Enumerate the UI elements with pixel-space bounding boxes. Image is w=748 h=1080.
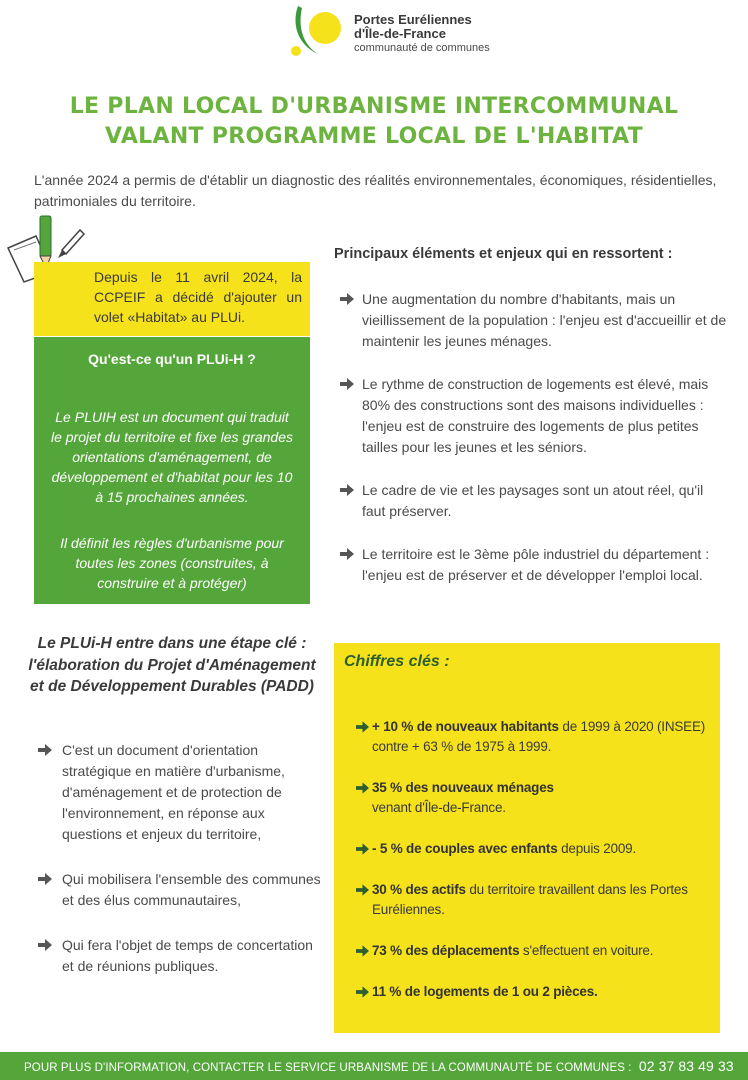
key-figure-highlight: + 10 % de nouveaux habitants <box>372 719 559 734</box>
logo-mark-icon <box>288 4 352 62</box>
list-item <box>340 374 730 458</box>
key-figure-item <box>356 778 708 818</box>
footer-text: POUR PLUS D'INFORMATION, CONTACTER LE SERVICE URBANISME DE LA COMMUNAUTÉ DE COMMUNES : <box>24 1062 632 1074</box>
list-item <box>340 480 730 522</box>
arrow-right-icon <box>340 484 354 496</box>
list-item <box>340 544 730 586</box>
org-region: d'Île-de-France <box>354 26 446 41</box>
title-line-2: VALANT PROGRAMME LOCAL DE L'HABITAT <box>105 124 643 149</box>
arrow-right-icon <box>38 744 52 756</box>
arrow-right-icon <box>356 721 369 733</box>
key-figure-detail: depuis 2009. <box>557 841 636 856</box>
list-item <box>38 935 323 977</box>
key-figure-highlight: 30 % des actifs <box>372 882 466 897</box>
padd-heading: Le PLUi-H entre dans une étape clé : l'élaboration du Projet d'Aménagement et de Développement Durables (PADD) <box>28 635 316 695</box>
arrow-right-icon <box>356 843 369 855</box>
list-item <box>38 869 323 911</box>
org-name: Portes Euréliennes <box>354 12 472 27</box>
arrow-right-icon <box>38 939 52 951</box>
key-figure-item <box>356 880 708 920</box>
key-figure-item <box>356 982 708 1002</box>
key-figure-highlight: 73 % des déplacements <box>372 943 520 958</box>
findings-heading: Principaux éléments et enjeux qui en ressortent : <box>334 246 673 262</box>
org-type: communauté de communes <box>354 42 490 54</box>
organization-logo <box>288 4 518 62</box>
arrow-right-icon <box>340 548 354 560</box>
announcement-box: Depuis le 11 avril 2024, la CCPEIF a décidé d'ajouter un volet «Habitat» au PLUi. <box>34 262 310 336</box>
list-item-text: Une augmentation du nombre d'habitants, mais un vieillissement de la population : l'enjeu est d'accueillir et de maintenir les jeunes ménages. <box>362 291 727 349</box>
arrow-right-icon <box>356 782 369 794</box>
intro-paragraph: L'année 2024 a permis de d'établir un diagnostic des réalités environnementales, économiques, résidentielles, patrimoniales du territoire. <box>34 172 717 209</box>
key-figure-item <box>356 839 708 859</box>
findings-bullet-list <box>340 289 730 586</box>
key-figure-highlight: - 5 % de couples avec enfants <box>372 841 558 856</box>
arrow-right-icon <box>340 378 354 390</box>
list-item-text: Le rythme de construction de logements est élevé, mais 80% des constructions sont des maisons individuelles : l'enjeu est de construire des logements de plus petites tailles pour les jeunes et les séniors. <box>362 376 709 455</box>
page-title <box>0 92 748 152</box>
key-figure-detail: de 1999 à 2020 (INSEE) contre + 63 % de 1975 à 1999. <box>372 719 706 754</box>
padd-bullet-list <box>38 740 323 977</box>
arrow-right-icon <box>38 873 52 885</box>
contact-footer <box>0 1052 748 1080</box>
key-figures-box <box>334 643 720 1033</box>
definition-box <box>34 337 310 604</box>
list-item-text: Qui mobilisera l'ensemble des communes et des élus communautaires, <box>62 871 321 908</box>
key-figure-highlight: 35 % des nouveaux ménages <box>372 780 554 795</box>
list-item-text: Le cadre de vie et les paysages sont un atout réel, qu'il faut préserver. <box>362 482 704 519</box>
key-figure-detail: du territoire travaillent dans les Portes Euréliennes. <box>372 882 688 917</box>
key-figures-title: Chiffres clés : <box>344 653 450 670</box>
list-item-text: Le territoire est le 3ème pôle industriel du département : l'enjeu est de préserver et de développer l'emploi local. <box>362 546 710 583</box>
key-figure-highlight: 11 % de logements de 1 ou 2 pièces. <box>372 984 598 999</box>
arrow-right-icon <box>356 884 369 896</box>
definition-title: Qu'est-ce qu'un PLUi-H ? <box>88 351 256 367</box>
arrow-right-icon <box>340 293 354 305</box>
key-figure-item <box>356 941 708 961</box>
definition-paragraph-2: Il définit les règles d'urbanisme pour toutes les zones (construites, à construire et à protéger) <box>60 535 284 591</box>
list-item <box>340 289 730 352</box>
key-figure-detail: s'effectuent en voiture. <box>519 943 654 958</box>
key-figures-list <box>356 717 708 1002</box>
footer-phone: 02 37 83 49 33 <box>638 1058 734 1074</box>
arrow-right-icon <box>356 945 369 957</box>
arrow-right-icon <box>356 986 369 998</box>
key-figure-detail: venant d'Île-de-France. <box>372 800 506 815</box>
title-line-1: LE PLAN LOCAL D'URBANISME INTERCOMMUNAL <box>69 94 679 119</box>
key-figure-item <box>356 717 708 757</box>
definition-paragraph-1: Le PLUIH est un document qui traduit le projet du territoire et fixe les grandes orientations d'aménagement, de développement et d'habitat pour les 10 à 15 prochaines années. <box>50 409 293 505</box>
list-item-text: Qui fera l'objet de temps de concertation et de réunions publiques. <box>62 937 313 974</box>
list-item <box>38 740 323 845</box>
list-item-text: C'est un document d'orientation stratégique en matière d'urbanisme, d'aménagement et de protection de l'environnement, en réponse aux questions et enjeux du territoire, <box>62 742 285 842</box>
